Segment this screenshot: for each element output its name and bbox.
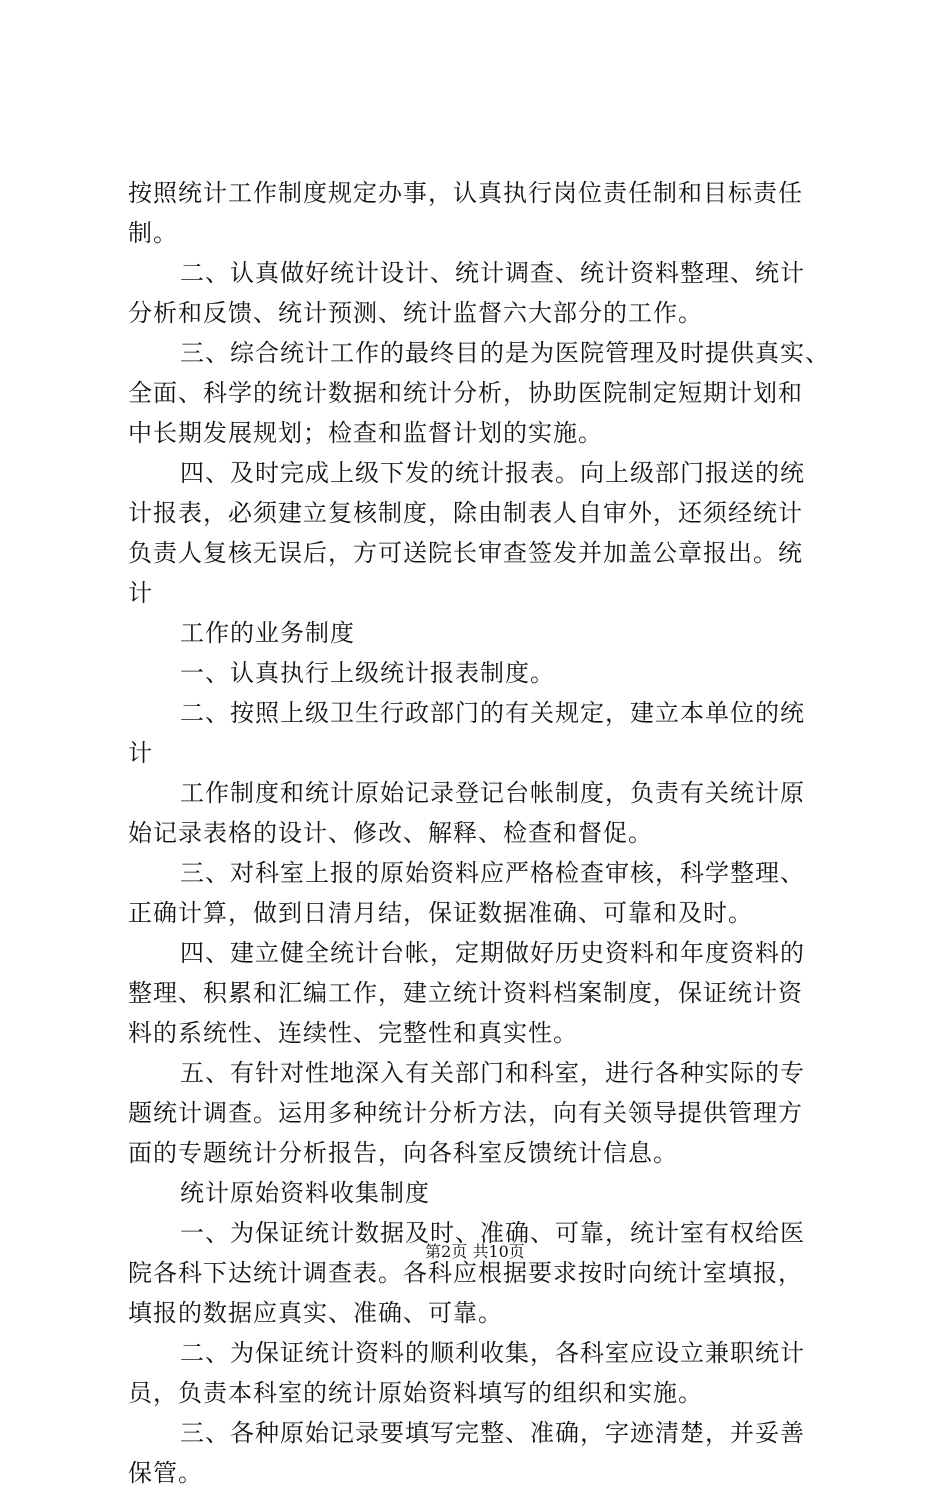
text-line: 二、认真做好统计设计、统计调查、统计资料整理、统计: [180, 259, 805, 287]
text-line: 保管。: [128, 1459, 203, 1487]
text-line: 计: [128, 739, 153, 767]
text-line: 整理、积累和汇编工作，建立统计资料档案制度，保证统计资: [128, 979, 803, 1007]
text-line: 三、对科室上报的原始资料应严格检查审核，科学整理、: [180, 859, 805, 887]
text-line: 全面、科学的统计数据和统计分析，协助医院制定短期计划和: [128, 379, 803, 407]
text-line: 三、综合统计工作的最终目的是为医院管理及时提供真实、: [180, 339, 830, 367]
text-line: 一、为保证统计数据及时、准确、可靠，统计室有权给医: [180, 1219, 805, 1247]
text-line: 始记录表格的设计、修改、解释、检查和督促。: [128, 819, 653, 847]
text-line: 三、各种原始记录要填写完整、准确，字迹清楚，并妥善: [180, 1419, 805, 1447]
text-line: 二、为保证统计资料的顺利收集，各科室应设立兼职统计: [180, 1339, 805, 1367]
text-line: 中长期发展规划；检查和监督计划的实施。: [128, 419, 603, 447]
document-body: [128, 173, 828, 1493]
text-line: 制。: [128, 219, 178, 247]
text-line: 分析和反馈、统计预测、统计监督六大部分的工作。: [128, 299, 703, 327]
section-heading: 统计原始资料收集制度: [180, 1179, 430, 1207]
text-line: 填报的数据应真实、准确、可靠。: [128, 1299, 503, 1327]
text-line: 一、认真执行上级统计报表制度。: [180, 659, 555, 687]
text-line: 员，负责本科室的统计原始资料填写的组织和实施。: [128, 1379, 703, 1407]
text-line: 面的专题统计分析报告，向各科室反馈统计信息。: [128, 1139, 678, 1167]
page-number-footer: 第2页 共10页: [425, 1242, 525, 1261]
text-line: 院各科下达统计调查表。各科应根据要求按时向统计室填报，: [128, 1259, 803, 1287]
text-line: 计: [128, 579, 153, 607]
text-line: 计报表，必须建立复核制度，除由制表人自审外，还须经统计: [128, 499, 803, 527]
text-line: 正确计算，做到日清月结，保证数据准确、可靠和及时。: [128, 899, 753, 927]
text-line: 工作制度和统计原始记录登记台帐制度，负责有关统计原: [180, 779, 805, 807]
text-line: 负责人复核无误后，方可送院长审查签发并加盖公章报出。统: [128, 539, 803, 567]
text-line: 题统计调查。运用多种统计分析方法，向有关领导提供管理方: [128, 1099, 803, 1127]
text-line: 四、及时完成上级下发的统计报表。向上级部门报送的统: [180, 459, 805, 487]
text-line: 料的系统性、连续性、完整性和真实性。: [128, 1019, 578, 1047]
text-line: 按照统计工作制度规定办事，认真执行岗位责任制和目标责任: [128, 179, 803, 207]
text-line: 五、有针对性地深入有关部门和科室，进行各种实际的专: [180, 1059, 805, 1087]
text-line: 二、按照上级卫生行政部门的有关规定，建立本单位的统: [180, 699, 805, 727]
section-heading: 工作的业务制度: [180, 619, 355, 647]
text-line: 四、建立健全统计台帐，定期做好历史资料和年度资料的: [180, 939, 805, 967]
